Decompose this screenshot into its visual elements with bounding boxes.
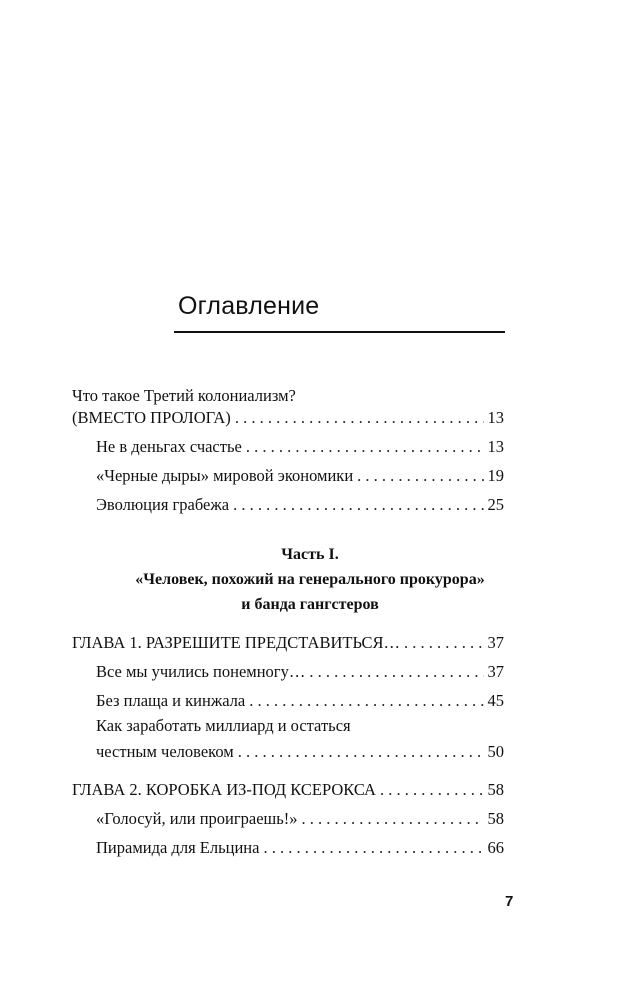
- entry-title: Без плаща и кинжала: [96, 691, 246, 710]
- toc-entry-chapter-1[interactable]: [72, 632, 504, 654]
- entry-title: (ВМЕСТО ПРОЛОГА): [72, 408, 231, 427]
- entry-title: ГЛАВА 1. РАЗРЕШИТЕ ПРЕДСТАВИТЬСЯ…: [72, 633, 401, 652]
- entry-page: 13: [487, 408, 504, 427]
- entry-page: 25: [487, 495, 504, 514]
- entry-page: 66: [487, 838, 504, 857]
- dot-leader: [233, 494, 483, 516]
- toc-entry-chapter-2[interactable]: [72, 779, 504, 801]
- entry-title: Все мы учились понемногу…: [96, 662, 306, 681]
- toc-subentry[interactable]: [96, 741, 504, 763]
- entry-title: «Голосуй, или проиграешь!»: [96, 809, 298, 828]
- prologue-title-line1: Что такое Третий колониализм?: [72, 386, 296, 405]
- entry-title: Пирамида для Ельцина: [96, 838, 260, 857]
- toc-subentry[interactable]: [96, 808, 504, 830]
- dot-leader: [309, 661, 483, 683]
- toc-entry-prologue[interactable]: [72, 407, 504, 429]
- entry-title: Эволюция грабежа: [96, 495, 230, 514]
- entry-page: 37: [487, 633, 504, 652]
- page-number: 7: [505, 893, 514, 910]
- entry-title: Не в деньгах счастье: [96, 437, 242, 456]
- toc-subentry[interactable]: [96, 494, 504, 516]
- dot-leader: [249, 690, 483, 712]
- dot-leader: [404, 632, 483, 654]
- toc-subentry[interactable]: [96, 465, 504, 487]
- toc-subentry[interactable]: [96, 436, 504, 458]
- entry-page: 19: [487, 466, 504, 485]
- entry-page: 37: [487, 662, 504, 681]
- entry-title: ГЛАВА 2. КОРОБКА ИЗ-ПОД КСЕРОКСА: [72, 780, 376, 799]
- entry-page: 58: [487, 780, 504, 799]
- toc-title: Оглавление: [178, 292, 320, 320]
- toc-subentry[interactable]: [96, 837, 504, 859]
- dot-leader: [263, 837, 483, 859]
- entry-page: 13: [487, 437, 504, 456]
- toc-subentry[interactable]: [96, 661, 504, 683]
- dot-leader: [235, 407, 484, 429]
- subentry-title-line1: Как заработать миллиард и остаться: [96, 716, 351, 735]
- entry-page: 45: [487, 691, 504, 710]
- part-subtitle-line1: «Человек, похожий на генерального прокурора»: [135, 571, 485, 588]
- dot-leader: [246, 436, 484, 458]
- dot-leader: [302, 808, 484, 830]
- toc-subentry[interactable]: [96, 690, 504, 712]
- part-subtitle-line2: и банда гангстеров: [241, 596, 379, 613]
- entry-page: 58: [487, 809, 504, 828]
- dot-leader: [380, 779, 484, 801]
- dot-leader: [238, 741, 484, 763]
- part-heading: Часть I.: [281, 546, 339, 563]
- title-underline: [174, 331, 505, 333]
- entry-page: 50: [487, 742, 504, 761]
- dot-leader: [357, 465, 483, 487]
- entry-title: «Черные дыры» мировой экономики: [96, 466, 354, 485]
- entry-title: честным человеком: [96, 742, 234, 761]
